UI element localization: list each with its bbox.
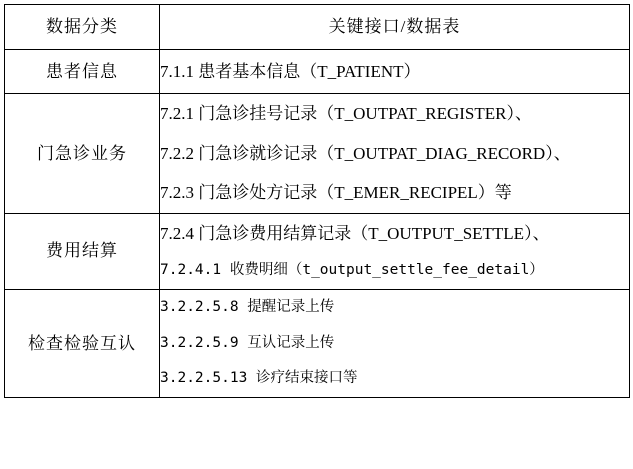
interface-line: 7.2.2 门急诊就诊记录（T_OUTPAT_DIAG_RECORD）、 [160,143,571,163]
table-row [5,213,630,289]
table-header-row [5,5,630,50]
header-cell-interface: 关键接口/数据表 [160,5,630,50]
table-row [5,49,630,94]
interface-line: 7.2.1 门急诊挂号记录（T_OUTPAT_REGISTER）、 [160,104,532,123]
cell-category: 费用结算 [5,213,160,289]
cell-interface [160,49,630,94]
data-classification-table [4,4,630,398]
interface-line: 7.1.1 患者基本信息（T_PATIENT） [160,61,421,81]
interface-line: 3.2.2.5.8 提醒记录上传 [160,298,335,315]
interface-line: 7.2.4 门急诊费用结算记录（T_OUTPUT_SETTLE）、 [160,223,550,243]
cell-category: 患者信息 [5,49,160,94]
interface-line: 3.2.2.5.13 诊疗结束接口等 [160,370,358,387]
table-row [5,94,630,214]
interface-line: 7.2.4.1 收费明细（t_output_settle_fee_detail） [160,262,544,278]
interface-line: 7.2.3 门急诊处方记录（T_EMER_RECIPEL）等 [160,183,512,202]
cell-interface [160,94,630,214]
interface-line: 3.2.2.5.9 互认记录上传 [160,334,335,351]
header-cell-category: 数据分类 [5,5,160,50]
cell-category: 检查检验互认 [5,289,160,397]
cell-interface [160,289,630,397]
table-row [5,289,630,397]
cell-interface [160,213,630,289]
cell-category: 门急诊业务 [5,94,160,214]
